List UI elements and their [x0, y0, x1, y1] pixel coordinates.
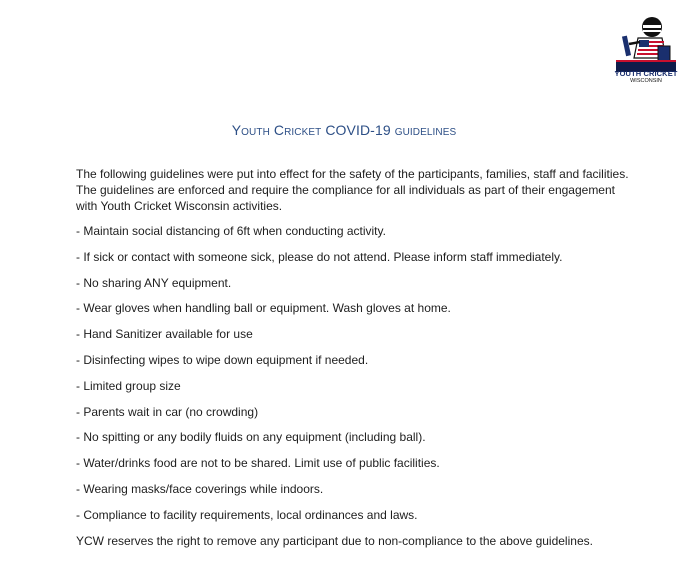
closing-statement: YCW reserves the right to remove any participant due to non-compliance to the above guidelines.	[76, 533, 593, 548]
guideline-item: - No sharing ANY equipment.	[76, 275, 232, 290]
guideline-item: - No spitting or any bodily fluids on any equipment (including ball).	[76, 430, 426, 445]
guideline-item: - Compliance to facility requirements, local ordinances and laws.	[76, 507, 418, 522]
guideline-item: - Limited group size	[76, 378, 181, 393]
guideline-item: - Disinfecting wipes to wipe down equipment if needed.	[76, 352, 369, 367]
guidelines-list	[76, 223, 634, 523]
logo-subtitle: WISCONSIN	[630, 78, 662, 84]
intro-paragraph: The following guidelines were put into effect for the safety of the participants, families, staff and facilities. The guidelines are enforced and require the compliance for all individuals as part of their engagement with Youth Cricket Wisconsin activities.	[76, 167, 629, 213]
page-title: Youth Cricket COVID-19 guidelines	[231, 122, 457, 138]
guideline-item: - Parents wait in car (no crowding)	[76, 404, 259, 419]
guideline-item: - Wearing masks/face coverings while indoors.	[76, 481, 324, 496]
guidelines-body	[76, 166, 634, 549]
guideline-item: - Hand Sanitizer available for use	[76, 327, 253, 342]
guideline-item: - If sick or contact with someone sick, please do not attend. Please inform staff immediately.	[76, 249, 563, 264]
logo-title: YOUTH CRICKET	[614, 69, 678, 78]
guideline-item: - Wear gloves when handling ball or equipment. Wash gloves at home.	[76, 301, 451, 316]
cricket-player-icon	[612, 14, 680, 72]
guideline-item: - Water/drinks food are not to be shared. Limit use of public facilities.	[76, 456, 440, 471]
youth-cricket-wisconsin-logo	[612, 14, 680, 88]
guideline-item: - Maintain social distancing of 6ft when conducting activity.	[76, 224, 386, 238]
